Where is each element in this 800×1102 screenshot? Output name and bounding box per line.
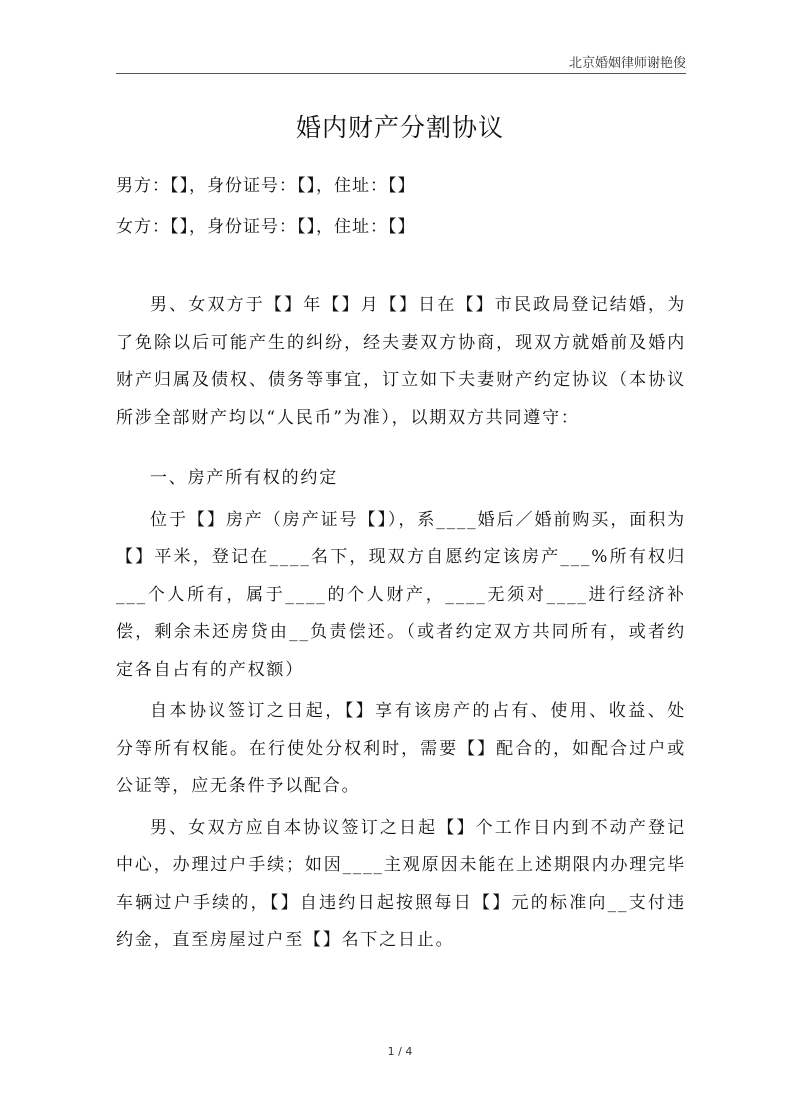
section-heading: 一、房产所有权的约定: [150, 468, 338, 488]
section-paragraph: 位于【】房产（房产证号【】），系____婚后／婚前购买，面积为【】平米，登记在____名下，现双方自愿约定该房产___%所有权归___个人所有，属于____的个人财产，____无须对____进行经济补偿，剩余未还房贷由__负责偿还。（或者约定双方共同所有，或者约定各自占有的产权额）: [116, 509, 686, 680]
section-paragraph: 男、女双方应自本协议签订之日起【】个工作日内到不动产登记中心，办理过户手续；如因____主观原因未能在上述期限内办理完毕车辆过户手续的，【】自违约日起按照每日【】元的标准向__支付违约金，直至房屋过户至【】名下之日止。: [116, 817, 686, 950]
intro-paragraph: 男、女双方于【】年【】月【】日在【】市民政局登记结婚，为了免除以后可能产生的纠纷，经夫妻双方协商，现双方就婚前及婚内财产归属及债权、债务等事宜，订立如下夫妻财产约定协议（本协议所涉全部财产均以“人民币”为准），以期双方共同遵守：: [116, 295, 686, 428]
male-party-line: 男方：【】，身份证号：【】，住址：【】: [116, 176, 416, 196]
document-title: 婚内财产分割协议: [295, 113, 504, 142]
page-header: 北京婚姻律师谢艳俊: [568, 56, 686, 71]
section-property-ownership: [116, 460, 686, 960]
female-party-line: 女方：【】，身份证号：【】，住址：【】: [116, 217, 416, 237]
header-divider: [116, 73, 686, 74]
intro-section: [116, 287, 686, 437]
page-number: 1 / 4: [387, 1045, 413, 1058]
section-paragraph: 自本协议签订之日起，【】享有该房产的占有、使用、收益、处分等所有权能。在行使处分权利时，需要【】配合的，如配合过户或公证等，应无条件予以配合。: [116, 701, 686, 796]
